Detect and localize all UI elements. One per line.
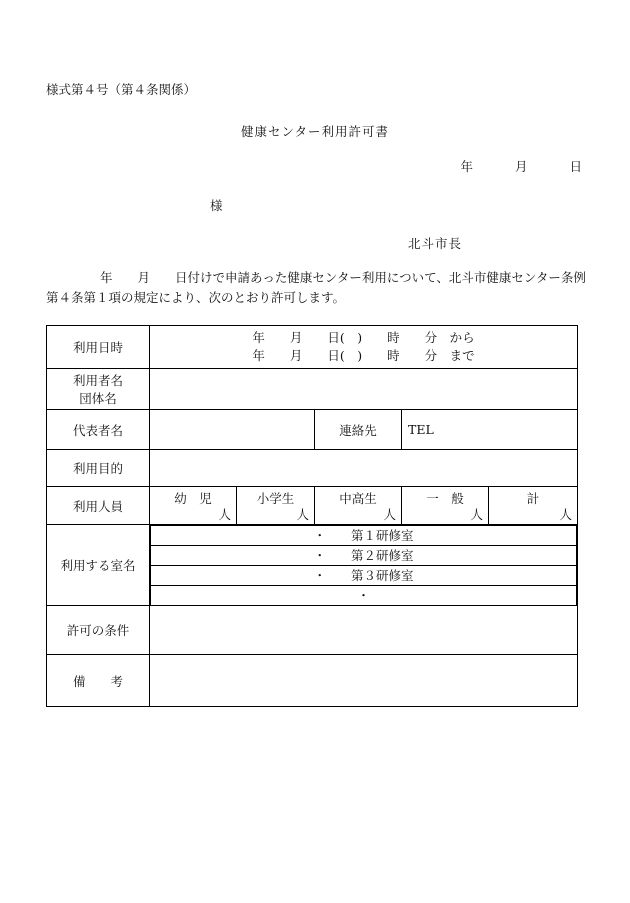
datetime-label: 利用日時 [47, 326, 150, 369]
tel-label: TEL [408, 422, 434, 437]
room-option-1[interactable]: ・ 第１研修室 [151, 526, 577, 546]
representative-field[interactable] [150, 410, 315, 450]
purpose-label: 利用目的 [47, 450, 150, 487]
permit-table [46, 325, 578, 707]
conditions-label: 許可の条件 [47, 606, 150, 655]
people-secondary-label: 中高生 [339, 490, 377, 506]
room-option-2[interactable]: ・ 第２研修室 [151, 546, 577, 566]
room-option-other[interactable]: ・ [151, 586, 577, 606]
people-unit: 人 [383, 506, 396, 522]
user-name-label-line2: 団体名 [79, 391, 117, 406]
people-infant-label: 幼 児 [174, 490, 212, 506]
conditions-field[interactable] [150, 606, 578, 655]
people-unit: 人 [559, 506, 573, 522]
intro-text: 年 月 日付けで申請あった健康センター利用について、北斗市健康センター条例第４条第１項の規定により、次のとおり許可します。 [46, 270, 586, 305]
people-label: 利用人員 [47, 487, 150, 525]
form-number: 様式第４号（第４条関係） [46, 82, 197, 97]
purpose-field[interactable] [150, 450, 578, 487]
datetime-from: 年 月 日( ) 時 分 から [252, 330, 475, 345]
document-title: 健康センター利用許可書 [240, 124, 389, 139]
people-secondary-cell[interactable] [315, 487, 402, 525]
datetime-field[interactable] [150, 326, 578, 369]
remarks-label: 備 考 [47, 655, 150, 707]
representative-label: 代表者名 [47, 410, 150, 450]
rooms-field [150, 525, 578, 606]
user-name-label-line1: 利用者名 [72, 373, 123, 388]
contact-label: 連絡先 [315, 410, 402, 450]
remarks-field[interactable] [150, 655, 578, 707]
issue-date [461, 157, 582, 175]
people-elementary-label: 小学生 [256, 490, 295, 506]
issuer: 北斗市長 [408, 236, 463, 251]
date-month: 月 [515, 159, 528, 174]
people-general-label: 一 般 [426, 490, 464, 506]
people-total-cell[interactable] [489, 487, 578, 525]
people-total-label: 計 [526, 490, 540, 506]
intro-paragraph [46, 268, 586, 308]
people-unit: 人 [470, 506, 483, 522]
room-option-3[interactable]: ・ 第３研修室 [151, 566, 577, 586]
people-elementary-cell[interactable] [237, 487, 315, 525]
people-unit: 人 [296, 506, 309, 522]
addressee-suffix: 様 [210, 198, 223, 213]
user-name-field[interactable] [150, 369, 578, 410]
rooms-label: 利用する室名 [47, 525, 150, 606]
date-day: 日 [569, 159, 582, 174]
user-name-label [47, 369, 150, 410]
people-general-cell[interactable] [402, 487, 489, 525]
people-unit: 人 [218, 506, 231, 522]
date-year: 年 [460, 159, 474, 174]
people-infant-cell[interactable] [150, 487, 237, 525]
datetime-to: 年 月 日( ) 時 分 まで [252, 348, 475, 363]
contact-field[interactable] [402, 410, 578, 450]
